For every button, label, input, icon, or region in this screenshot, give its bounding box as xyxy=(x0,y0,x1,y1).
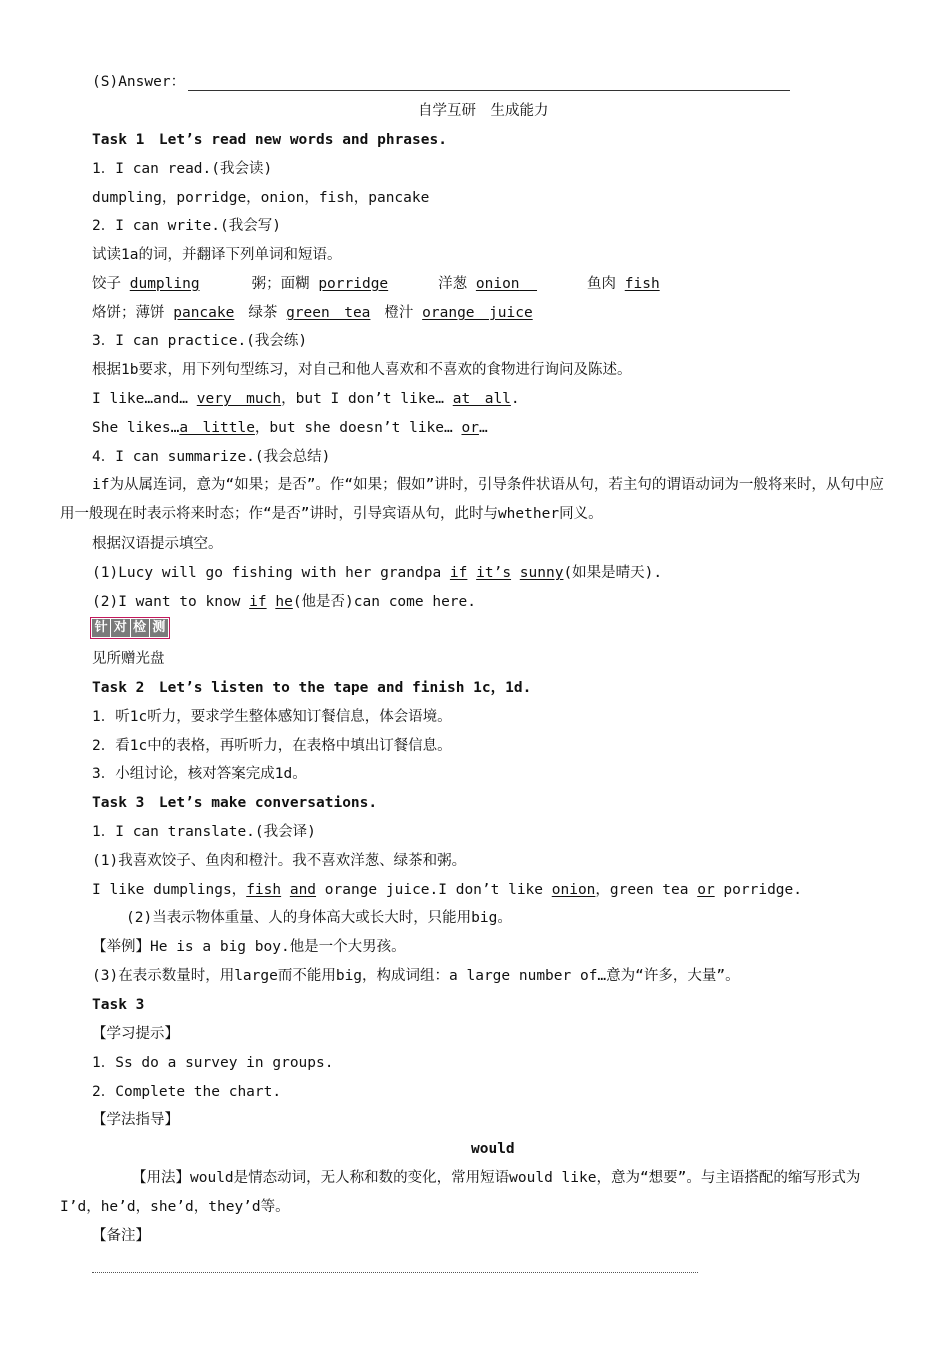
task3-title: Task 3 Let’s make conversations. xyxy=(92,795,378,811)
targeted-check-badge xyxy=(90,617,170,639)
translate-text: porridge. xyxy=(714,882,802,898)
word-title: would xyxy=(471,1141,515,1157)
exercise-text: (他是否)can come here. xyxy=(292,594,476,610)
translate-chinese: (1)我喜欢饺子、鱼肉和橙汁。我不喜欢洋葱、绿茶和粥。 xyxy=(92,853,467,869)
vocab-en: pancake xyxy=(173,305,235,321)
pattern-answer: at all xyxy=(452,391,511,407)
answer-label: (S)Answer： xyxy=(92,74,186,90)
remarks-heading: 【备注】 xyxy=(92,1228,150,1244)
task2-item: 2．看1c中的表格，再听听力，在表格中填出订餐信息。 xyxy=(92,738,452,754)
exercise-text: (如果是晴天). xyxy=(563,565,663,581)
badge-char: 对 xyxy=(111,619,129,637)
write-instruction: 试读1a的词，并翻译下列单词和短语。 xyxy=(92,247,342,263)
translate-heading: 1．I can translate.(我会译) xyxy=(92,824,316,840)
read-words: dumpling，porridge，onion，fish，pancake xyxy=(92,190,430,206)
exercise-2 xyxy=(92,592,476,612)
translate-text: I like dumplings， xyxy=(92,882,247,898)
pattern-answer: or xyxy=(461,420,479,436)
sentence-pattern-2 xyxy=(92,418,488,438)
badge-char: 针 xyxy=(92,619,110,637)
exercise-text: (2)I want to know xyxy=(92,594,250,610)
exercise-text: (1)Lucy will go fishing with her grandpa xyxy=(92,565,450,581)
tip-item: 2．Complete the chart. xyxy=(92,1084,282,1100)
note-big: (2)当表示物体重量、人的身体高大或长大时，只能用big。 xyxy=(126,910,512,926)
practice-instruction: 根据1b要求，用下列句型练习，对自己和他人喜欢和不喜欢的食物进行询问及陈述。 xyxy=(92,362,632,378)
task2-item: 1．听1c听力，要求学生整体感知订餐信息，体会语境。 xyxy=(92,709,452,725)
vocab-en: green tea xyxy=(286,305,371,321)
disc-note: 见所赠光盘 xyxy=(92,651,165,667)
pattern-text: . xyxy=(510,391,520,407)
guide-heading: 【学法指导】 xyxy=(92,1112,179,1128)
task1-title: Task 1 Let’s read new words and phrases. xyxy=(92,132,447,148)
translate-answer: onion xyxy=(551,882,596,898)
usage-paragraph: 【用法】would是情态动词，无人称和数的变化，常用短语would like，意为“想要”。与主语搭配的缩写形式为I’d，he’d，she’d，they’d等。 xyxy=(60,1170,861,1215)
exercise-1 xyxy=(92,563,662,583)
write-heading: 2．I can write.(我会写) xyxy=(92,218,281,234)
translate-answer: fish xyxy=(246,882,282,898)
exercise-answer: if xyxy=(249,594,267,610)
sentence-pattern-1 xyxy=(92,389,520,409)
vocab-cn: 橙汁 xyxy=(384,305,414,321)
vocab-en: onion xyxy=(475,276,520,292)
pattern-text: … xyxy=(478,420,488,436)
badge-char: 检 xyxy=(131,619,149,637)
task3b-title: Task 3 xyxy=(92,997,145,1013)
vocab-row-1 xyxy=(92,274,660,294)
vocab-cn: 饺子 xyxy=(92,276,121,292)
remarks-line xyxy=(92,1272,698,1273)
exercise-answer: sunny xyxy=(519,565,564,581)
vocab-cn: 鱼肉 xyxy=(587,276,617,292)
badge-char: 测 xyxy=(150,619,168,637)
vocab-cn: 绿茶 xyxy=(248,305,278,321)
practice-heading: 3．I can practice.(我会练) xyxy=(92,333,308,349)
pattern-answer: a little xyxy=(179,420,255,436)
translate-english xyxy=(92,880,802,900)
exercise-answer: he xyxy=(275,594,293,610)
tip-item: 1．Ss do a survey in groups. xyxy=(92,1055,334,1071)
vocab-en: fish xyxy=(624,276,660,292)
tips-heading: 【学习提示】 xyxy=(92,1026,179,1042)
read-heading: 1．I can read.(我会读) xyxy=(92,161,273,177)
summary-paragraph: if为从属连词，意为“如果；是否”。作“如果；假如”讲时，引导条件状语从句，若主句的谓语动词为一般将来时，从句中应用一般现在时表示将来时态；作“是否”讲时，引导宾语从句，此时与whether同义。 xyxy=(60,477,884,522)
exercise-answer: it’s xyxy=(476,565,512,581)
vocab-en: orange juice xyxy=(422,305,533,321)
task2-title: Task 2 Let’s listen to the tape and finish 1c，1d. xyxy=(92,680,532,696)
note-large: (3)在表示数量时，用large而不能用big，构成词组：a large number of…意为“许多，大量”。 xyxy=(92,968,740,984)
vocab-cn: 烙饼；薄饼 xyxy=(92,305,165,321)
vocab-cn: 洋葱 xyxy=(438,276,468,292)
exercise-answer: if xyxy=(449,565,468,581)
translate-answer: and xyxy=(289,882,317,898)
pattern-text: ，but I don’t like… xyxy=(281,391,445,407)
translate-answer: or xyxy=(697,882,715,898)
vocab-en: porridge xyxy=(318,276,389,292)
task2-item: 3．小组讨论，核对答案完成1d。 xyxy=(92,766,307,782)
summarize-heading: 4．I can summarize.(我会总结) xyxy=(92,449,331,465)
fill-instruction: 根据汉语提示填空。 xyxy=(92,536,223,552)
vocab-en: dumpling xyxy=(129,276,200,292)
pattern-text: She likes… xyxy=(92,420,180,436)
vocab-row-2 xyxy=(92,303,533,323)
answer-blank-line xyxy=(188,90,790,91)
translate-text: orange juice.I don’t like xyxy=(316,882,552,898)
pattern-text: ，but she doesn’t like… xyxy=(254,420,453,436)
vocab-cn: 粥；面糊 xyxy=(251,276,310,292)
pattern-answer: very much xyxy=(196,391,282,407)
section-title: 自学互研 生成能力 xyxy=(418,103,549,119)
translate-text: ，green tea xyxy=(595,882,698,898)
example-line: 【举例】He is a big boy.他是一个大男孩。 xyxy=(92,939,406,955)
pattern-text: I like…and… xyxy=(92,391,189,407)
